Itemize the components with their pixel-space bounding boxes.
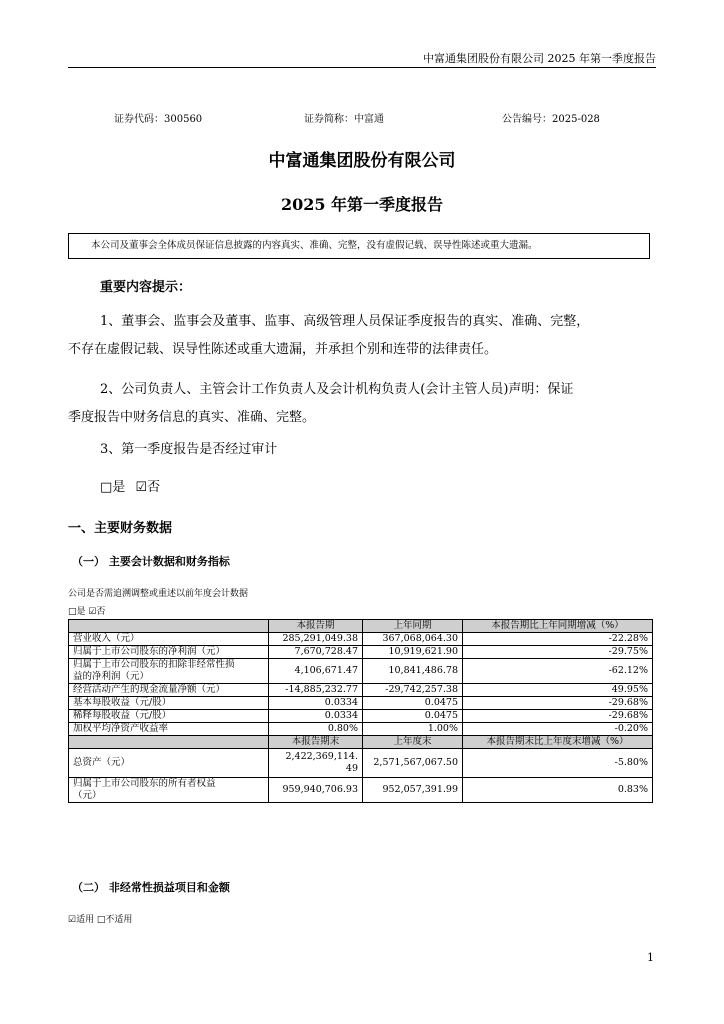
prior-value: 10,841,486.78 <box>363 659 463 684</box>
table-header-row <box>69 620 653 633</box>
change-value: -5.80% <box>463 749 653 778</box>
prior-value: 10,919,621.90 <box>363 646 463 659</box>
tip-1-line-2: 不存在虚假记载、误导性陈述或重大遗漏，并承担个别和连带的法律责任。 <box>68 342 498 357</box>
row-label-line-1: 归属于上市公司股东的扣除非经常性损 <box>73 659 235 670</box>
applicable-checkbox-group[interactable]: ☑适用 □不适用 <box>68 915 133 925</box>
change-value: -29.68% <box>463 710 653 723</box>
change-value: -29.68% <box>463 697 653 710</box>
row-label: 加权平均净资产收益率 <box>69 723 269 736</box>
current-value: 0.0334 <box>269 697 363 710</box>
audit-yes-checkbox[interactable]: □是 <box>100 480 126 495</box>
row-label-line-1: 归属于上市公司股东的所有者权益 <box>73 778 216 789</box>
audit-no-checkbox[interactable]: ☑否 <box>135 480 161 495</box>
prior-value: 2,571,567,067.50 <box>363 749 463 778</box>
header-cell: 本报告期 <box>269 620 363 633</box>
restatement-question: 公司是否需追溯调整或重述以前年度会计数据 <box>68 589 249 599</box>
row-label-line-2: （元） <box>73 790 102 801</box>
row-label: 基本每股收益（元/股） <box>69 697 269 710</box>
header-cell: 本报告期末比上年度末增减（%） <box>463 736 653 749</box>
header-cell: 本报告期比上年同期增减（%） <box>463 620 653 633</box>
tip-3-audit-question: 3、第一季度报告是否经过审计 <box>100 442 278 457</box>
row-label-line-2: 益的净利润（元） <box>73 671 150 682</box>
section-1-heading: 一、主要财务数据 <box>68 521 173 536</box>
change-value: -0.20% <box>463 723 653 736</box>
current-value <box>269 749 363 778</box>
page-number: 1 <box>647 951 654 964</box>
prior-value: 367,068,064.30 <box>363 633 463 646</box>
table-row <box>69 723 653 736</box>
table-row <box>69 646 653 659</box>
current-value: 285,291,049.38 <box>269 633 363 646</box>
subsection-1-heading: （一） 主要会计数据和财务指标 <box>72 555 230 568</box>
table-header-row <box>69 736 653 749</box>
change-value: 0.83% <box>463 778 653 803</box>
prior-value: -29,742,257.38 <box>363 684 463 697</box>
current-value-line-2: 49 <box>345 763 358 774</box>
row-label <box>69 659 269 684</box>
tip-2-line-2: 季度报告中财务信息的真实、准确、完整。 <box>68 410 316 425</box>
change-value: 49.95% <box>463 684 653 697</box>
prior-value: 0.0475 <box>363 697 463 710</box>
table-row <box>69 684 653 697</box>
current-value: 0.80% <box>269 723 363 736</box>
current-value: 4,106,671.47 <box>269 659 363 684</box>
current-value: 7,670,728.47 <box>269 646 363 659</box>
tip-2-line-1: 2、公司负责人、主管会计工作负责人及会计机构负责人(会计主管人员)声明：保证 <box>100 382 574 397</box>
tip-1-line-1: 1、董事会、监事会及董事、监事、高级管理人员保证季度报告的真实、准确、完整， <box>100 314 590 329</box>
audit-checkbox-group <box>100 476 160 495</box>
row-label: 营业收入（元） <box>69 633 269 646</box>
table-row <box>69 697 653 710</box>
running-header-title: 中富通集团股份有限公司 2025 年第一季度报告 <box>423 52 656 65</box>
header-cell: 本报告期末 <box>269 736 363 749</box>
header-cell: 上年同期 <box>363 620 463 633</box>
prior-value: 1.00% <box>363 723 463 736</box>
stock-code: 证券代码：300560 <box>114 114 203 125</box>
change-value: -29.75% <box>463 646 653 659</box>
header-cell <box>69 620 269 633</box>
row-label: 稀释每股收益（元/股） <box>69 710 269 723</box>
current-value: -14,885,232.77 <box>269 684 363 697</box>
row-label: 归属于上市公司股东的净利润（元） <box>69 646 269 659</box>
current-value: 959,940,706.93 <box>269 778 363 803</box>
table-row <box>69 633 653 646</box>
table-row <box>69 710 653 723</box>
row-label <box>69 778 269 803</box>
prior-value: 0.0475 <box>363 710 463 723</box>
table-row <box>69 749 653 778</box>
important-tips-heading: 重要内容提示： <box>100 280 192 295</box>
board-declaration-box: 本公司及董事会全体成员保证信息披露的内容真实、准确、完整，没有虚假记载、误导性陈述或重大遗漏。 <box>68 233 650 259</box>
change-value: -22.28% <box>463 633 653 646</box>
subsection-2-heading: （二） 非经常性损益项目和金额 <box>72 881 230 894</box>
header-divider <box>68 67 656 68</box>
header-cell <box>69 736 269 749</box>
table-row <box>69 659 653 684</box>
company-title: 中富通集团股份有限公司 <box>268 151 456 171</box>
change-value: -62.12% <box>463 659 653 684</box>
financial-data-table <box>68 619 653 803</box>
current-value-line-1: 2,422,369,114. <box>285 751 358 762</box>
table-row <box>69 778 653 803</box>
row-label: 经营活动产生的现金流量净额（元） <box>69 684 269 697</box>
stock-name: 证券简称：中富通 <box>304 114 384 125</box>
current-value: 0.0334 <box>269 710 363 723</box>
announcement-number: 公告编号：2025-028 <box>502 114 600 125</box>
row-label: 总资产（元） <box>69 749 269 778</box>
prior-value: 952,057,391.99 <box>363 778 463 803</box>
header-cell: 上年度末 <box>363 736 463 749</box>
report-title: 2025 年第一季度报告 <box>280 195 444 214</box>
restatement-answer: □是 ☑否 <box>68 607 106 617</box>
